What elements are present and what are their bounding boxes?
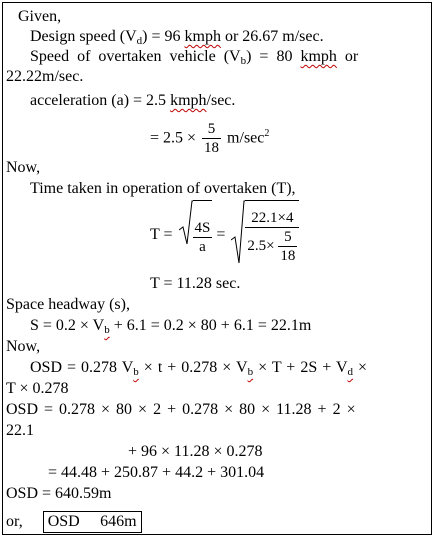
a-denominator: a [199, 238, 206, 255]
acceleration-eq-unit: m/sec [227, 129, 265, 147]
time-equation [150, 200, 299, 268]
given-label: Given, [18, 8, 62, 25]
osd-sum-line: = 44.48 + 250.87 + 44.2 + 301.04 [48, 464, 265, 481]
acceleration-fraction [202, 120, 221, 157]
overtaken-speed-unit: kmph [300, 48, 337, 65]
osd-formula-end: × [353, 359, 368, 376]
nested-numerator: 5 [278, 228, 297, 247]
design-speed-value: ) = 96 [142, 28, 185, 45]
osd-formula-continuation: T × 0.278 [6, 380, 69, 397]
final-answer-line [6, 511, 142, 533]
or-label: or, [6, 513, 23, 530]
time-eq-label: T = [150, 226, 173, 244]
headway-eq-rest: + 6.1 = 0.2 × 80 + 6.1 = 22.1m [109, 317, 312, 334]
osd-formula-subscript-3: d [347, 366, 354, 378]
space-headway-equation [30, 316, 311, 340]
numeric-time-denominator [245, 228, 299, 265]
time-result: T = 11.28 sec. [150, 275, 241, 292]
four-s-numerator: 4S [194, 219, 211, 236]
osd-result: OSD = 640.59m [6, 485, 112, 502]
osd-substitution-line-2: 22.1 [6, 422, 34, 439]
radical-sign-large-icon [231, 200, 245, 264]
acceleration-equation [150, 112, 269, 156]
acceleration-rest: /sec. [206, 92, 236, 109]
headway-eq-subscript: b [104, 324, 110, 336]
acceleration-eq-prefix: = 2.5 × [150, 129, 197, 147]
acceleration-text: acceleration (a) = 2.5 [30, 92, 171, 109]
headway-eq-prefix: S = 0.2 × V [30, 317, 105, 334]
design-speed-rest: or 26.67 m/sec. [220, 28, 324, 45]
radical-sign-icon [179, 200, 193, 246]
osd-formula-prefix: OSD = 0.278 V [30, 359, 134, 376]
osd-formula-subscript-1: b [133, 366, 139, 378]
osd-substitution-line-1: OSD = 0.278 × 80 × 2 + 0.278 × 80 × 11.28 + 2 × [6, 401, 356, 418]
design-speed-subscript: d [136, 35, 143, 47]
time-eq-equals: = [216, 226, 226, 244]
osd-substitution-line-3: + 96 × 11.28 × 0.278 [128, 443, 263, 460]
now-label-1: Now, [6, 159, 41, 176]
overtaken-speed-value: ) = 80 [246, 48, 301, 65]
acceleration-line [30, 91, 235, 110]
osd-formula-subscript-2: b [247, 366, 254, 378]
four-s-over-a-fraction [193, 219, 213, 256]
design-speed-unit: kmph [184, 28, 221, 45]
osd-formula-mid-2: × T + 2S + V [253, 359, 348, 376]
sqrt-4s-over-a [179, 200, 213, 271]
numeric-time-fraction [245, 209, 299, 265]
denominator-prefix: 2.5× [247, 238, 275, 255]
osd-formula-mid-1: × t + 0.278 × V [138, 359, 248, 376]
overtaken-speed-continuation: 22.22m/sec. [6, 68, 84, 85]
space-headway-label: Space headway (s), [6, 296, 130, 313]
final-answer-box: OSD   646m [43, 511, 142, 533]
nested-five-over-eighteen [278, 228, 297, 265]
time-taken-line: Time taken in operation of overtaken (T), [30, 180, 296, 197]
design-speed-text: Design speed (V [30, 28, 137, 45]
overtaken-speed-rest: or [336, 48, 359, 65]
acceleration-eq-superscript: 2 [264, 128, 270, 139]
sqrt-numeric-fraction [231, 200, 299, 271]
now-label-2: Now, [6, 338, 41, 355]
numeric-time-numerator: 22.1×4 [245, 209, 299, 228]
overtaken-speed-subscript: b [240, 55, 247, 67]
acceleration-fraction-numerator: 5 [202, 120, 221, 139]
acceleration-fraction-denominator: 18 [204, 140, 220, 157]
overtaken-speed-text: Speed of overtaken vehicle (V [30, 48, 241, 65]
nested-denominator: 18 [280, 248, 296, 265]
acceleration-unit: kmph [170, 92, 207, 109]
osd-formula-line [30, 358, 367, 382]
